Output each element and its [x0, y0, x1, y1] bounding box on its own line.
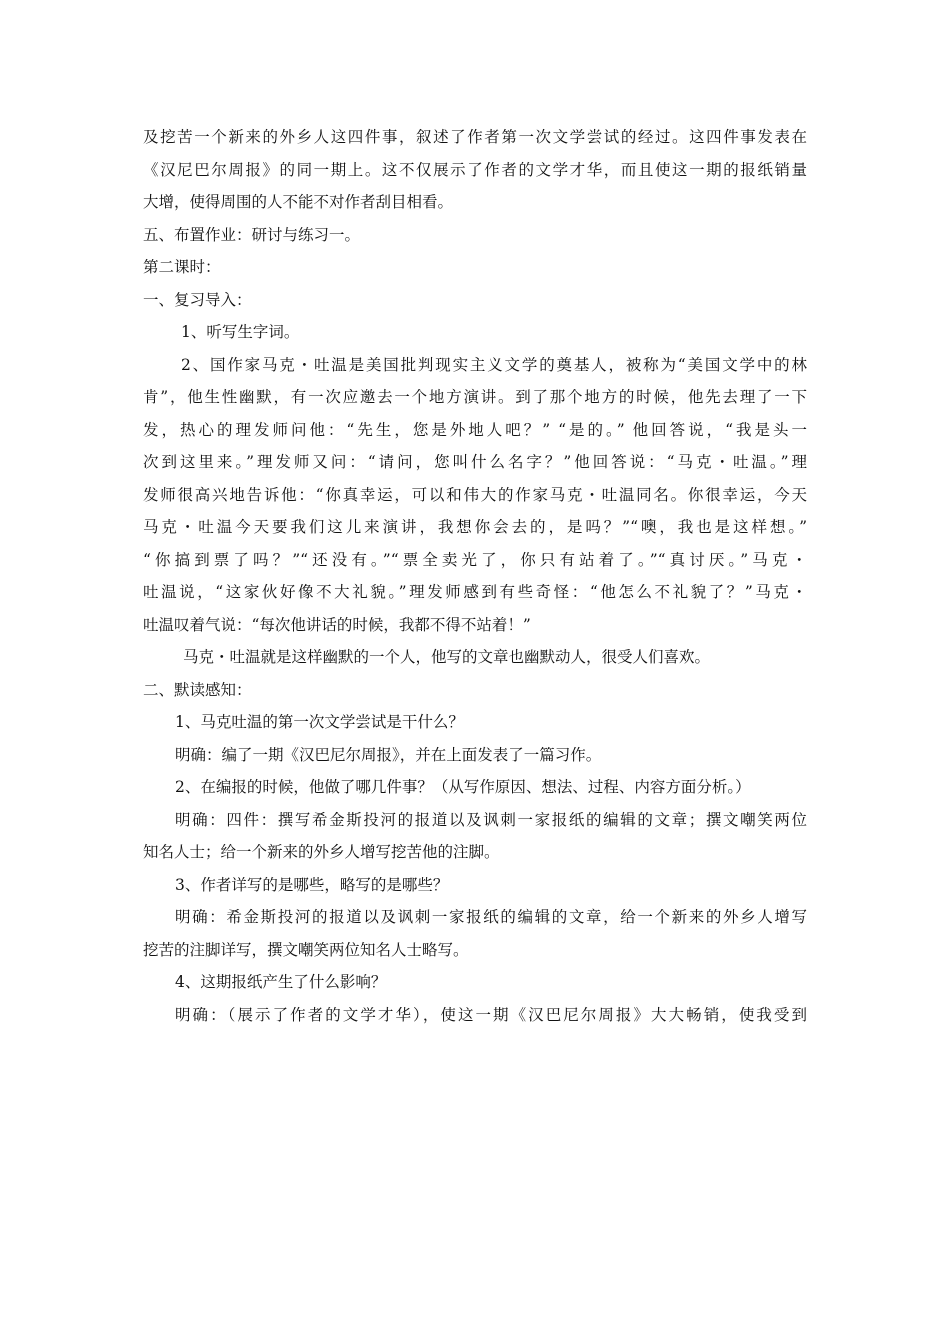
question-item: 2、在编报的时候，他做了哪几件事？（从写作原因、想法、过程、内容方面分析。） — [175, 778, 751, 796]
section-heading: 二、默读感知： — [143, 680, 252, 699]
paragraph-line: 2、国作家马克・吐温是美国批判现实主义文学的奠基人，被称为“美国文学中的林 — [181, 355, 807, 374]
paragraph-line: 次到这里来。”理发师又问：“请问，您叫什么名字？”他回答说：“马克・吐温。”理 — [143, 453, 807, 471]
answer-line: 明确：编了一期《汉巴尼尔周报》，并在上面发表了一篇习作。 — [175, 745, 602, 764]
question-item: 1、马克吐温的第一次文学尝试是干什么？ — [175, 713, 464, 731]
paragraph-line: 肯”，他生性幽默，有一次应邀去一个地方演讲。到了那个地方的时候，他先去理了一下 — [143, 388, 807, 406]
paragraph-line: 发师很高兴地告诉他：“你真幸运，可以和伟大的作家马克・吐温同名。你很幸运，今天 — [143, 485, 807, 504]
paragraph-line: 及挖苦一个新来的外乡人这四件事，叙述了作者第一次文学尝试的经过。这四件事发表在 — [143, 128, 807, 146]
answer-line: 明确：（展示了作者的文学才华），使这一期《汉巴尼尔周报》大大畅销，使我受到 — [175, 1005, 807, 1024]
paragraph-line: 吐温说，“这家伙好像不大礼貌。”理发师感到有些奇怪：“他怎么不礼貌了？”马克・ — [143, 583, 807, 601]
paragraph-line: 《汉尼巴尔周报》的同一期上。这不仅展示了作者的文学才华，而且使这一期的报纸销量 — [143, 160, 807, 179]
section-heading: 第二课时： — [143, 258, 221, 276]
question-item: 3、作者详写的是哪些，略写的是哪些？ — [175, 875, 449, 894]
answer-line: 明确：希金斯投河的报道以及讽刺一家报纸的编辑的文章，给一个新来的外乡人增写 — [175, 908, 807, 926]
answer-line: 挖苦的注脚详写，撰文嘲笑两位知名人士略写。 — [143, 940, 469, 959]
section-heading: 一、复习导入： — [143, 290, 252, 309]
paragraph-line: 吐温叹着气说：“每次他讲话的时候，我都不得不站着！” — [143, 615, 531, 634]
answer-line: 明确：四件：撰写希金斯投河的报道以及讽刺一家报纸的编辑的文章；撰文嘲笑两位 — [175, 810, 807, 829]
paragraph-line: 马克・吐温今天要我们这儿来演讲，我想你会去的，是吗？”“噢，我也是这样想。” — [143, 518, 807, 536]
paragraph-line: 马克・吐温就是这样幽默的一个人，他写的文章也幽默动人，很受人们喜欢。 — [183, 648, 711, 666]
paragraph-line: 大增，使得周围的人不能不对作者刮目相看。 — [143, 193, 454, 211]
paragraph-line: 发，热心的理发师问他：“先生，您是外地人吧？” “是的。” 他回答说，“我是头一 — [143, 420, 807, 439]
paragraph-line: “你搞到票了吗？”“还没有。”“票全卖光了，你只有站着了。”“真讨厌。”马克・ — [143, 550, 807, 569]
question-item: 4、这期报纸产生了什么影响？ — [175, 973, 387, 991]
answer-line: 知名人士；给一个新来的外乡人增写挖苦他的注脚。 — [143, 843, 500, 861]
list-item: 1、听写生字词。 — [181, 323, 300, 341]
section-heading: 五、布置作业：研讨与练习一。 — [143, 225, 361, 244]
document-body — [143, 121, 807, 1031]
